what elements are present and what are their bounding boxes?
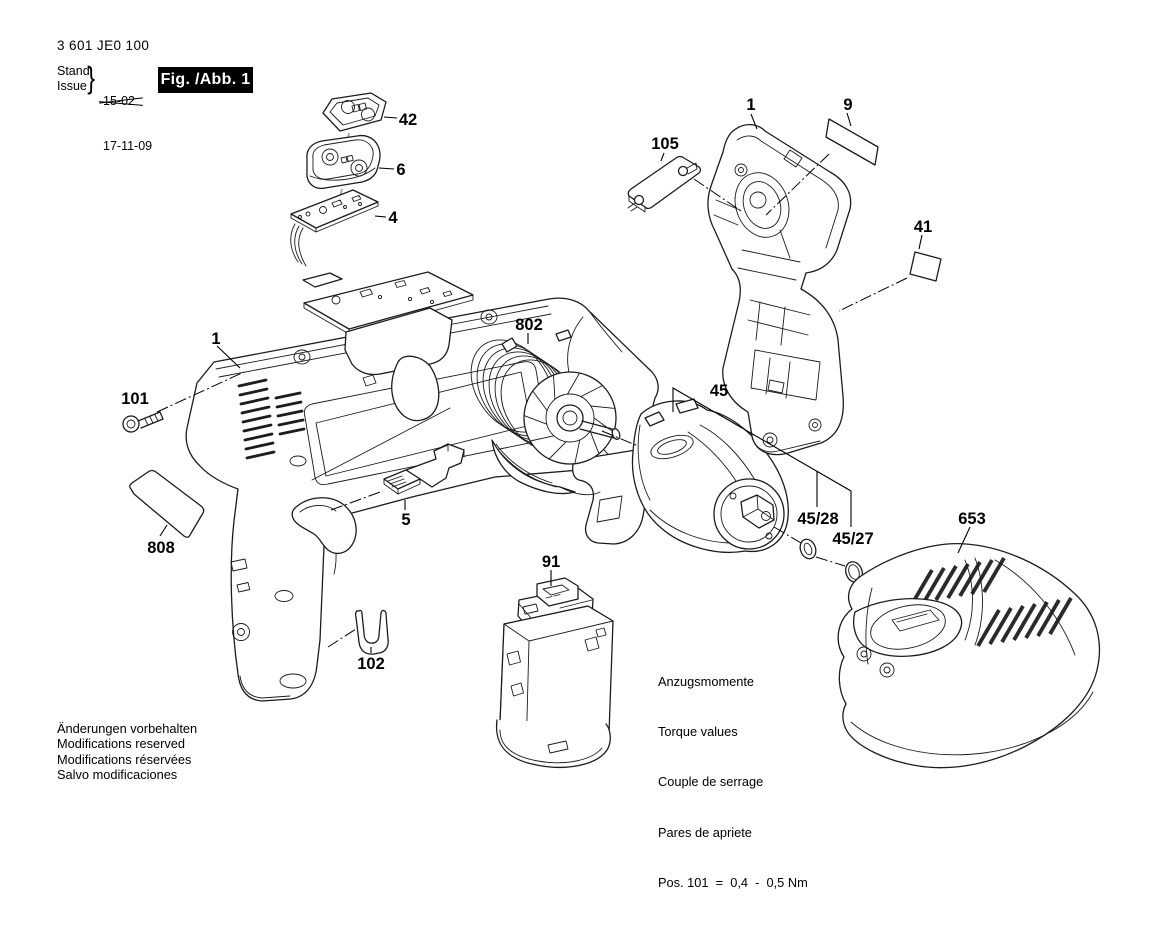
part-4-circuit-board (291, 190, 378, 266)
callout-101: 101 (121, 390, 149, 408)
callout-9: 9 (843, 96, 853, 114)
callout-5: 5 (401, 511, 411, 529)
callout-6: 6 (396, 161, 406, 179)
part-105-cover-plate (628, 157, 701, 213)
part-9-label (826, 119, 878, 165)
disclaimer (57, 721, 197, 783)
callout-653: 653 (958, 510, 986, 528)
part-45-28-oring (798, 537, 819, 561)
disclaimer-de: Änderungen vorbehalten (57, 721, 198, 736)
revision-current: 17-11-09 (103, 139, 153, 153)
revision-dates (103, 64, 152, 184)
callout-1-right: 1 (746, 96, 756, 114)
callout-105: 105 (651, 135, 679, 153)
part-1-right-housing-half (708, 125, 851, 455)
revision-brace: } (87, 60, 96, 95)
figure-label-box: Fig. /Abb. 1 (158, 67, 253, 93)
part-6-switch-cover (307, 136, 380, 189)
part-42-membrane-label (323, 93, 386, 131)
torque-heading-en: Torque values (658, 723, 738, 739)
callout-4: 4 (388, 209, 398, 227)
torque-heading-es: Pares de apriete (658, 824, 752, 840)
callout-45-27: 45/27 (832, 530, 874, 548)
callout-45-28: 45/28 (797, 510, 839, 528)
revision-labels (57, 64, 90, 94)
part-653-charger (838, 544, 1099, 768)
torque-spec: Pos. 101 = 0,4 - 0,5 Nm (658, 875, 808, 891)
callout-802: 802 (515, 316, 543, 334)
callout-41: 41 (913, 218, 933, 236)
revision-superseded: 15-02 (103, 94, 135, 108)
callout-91: 91 (541, 553, 561, 571)
torque-heading-fr: Couple de serrage (658, 774, 764, 790)
part-102-retaining-clip (356, 610, 389, 654)
callout-45: 45 (709, 382, 729, 400)
part-101-screw (123, 412, 163, 432)
issue-label: Issue (57, 79, 87, 93)
disclaimer-en: Modifications reserved (57, 736, 186, 752)
callout-42: 42 (398, 111, 418, 129)
disclaimer-es: Salvo modificaciones (57, 767, 178, 783)
callout-102: 102 (357, 655, 385, 673)
torque-note (658, 640, 808, 926)
callout-808: 808 (147, 539, 175, 557)
disclaimer-fr: Modifications réservées (57, 751, 192, 767)
stand-label: Stand (57, 64, 90, 78)
type-number: 3 601 JE0 100 (57, 38, 150, 53)
part-41-label (910, 252, 941, 281)
callout-1-left: 1 (211, 330, 221, 348)
part-91-battery-pack (497, 578, 613, 767)
torque-heading-de: Anzugsmomente (658, 673, 755, 689)
part-808-type-label (130, 471, 204, 538)
